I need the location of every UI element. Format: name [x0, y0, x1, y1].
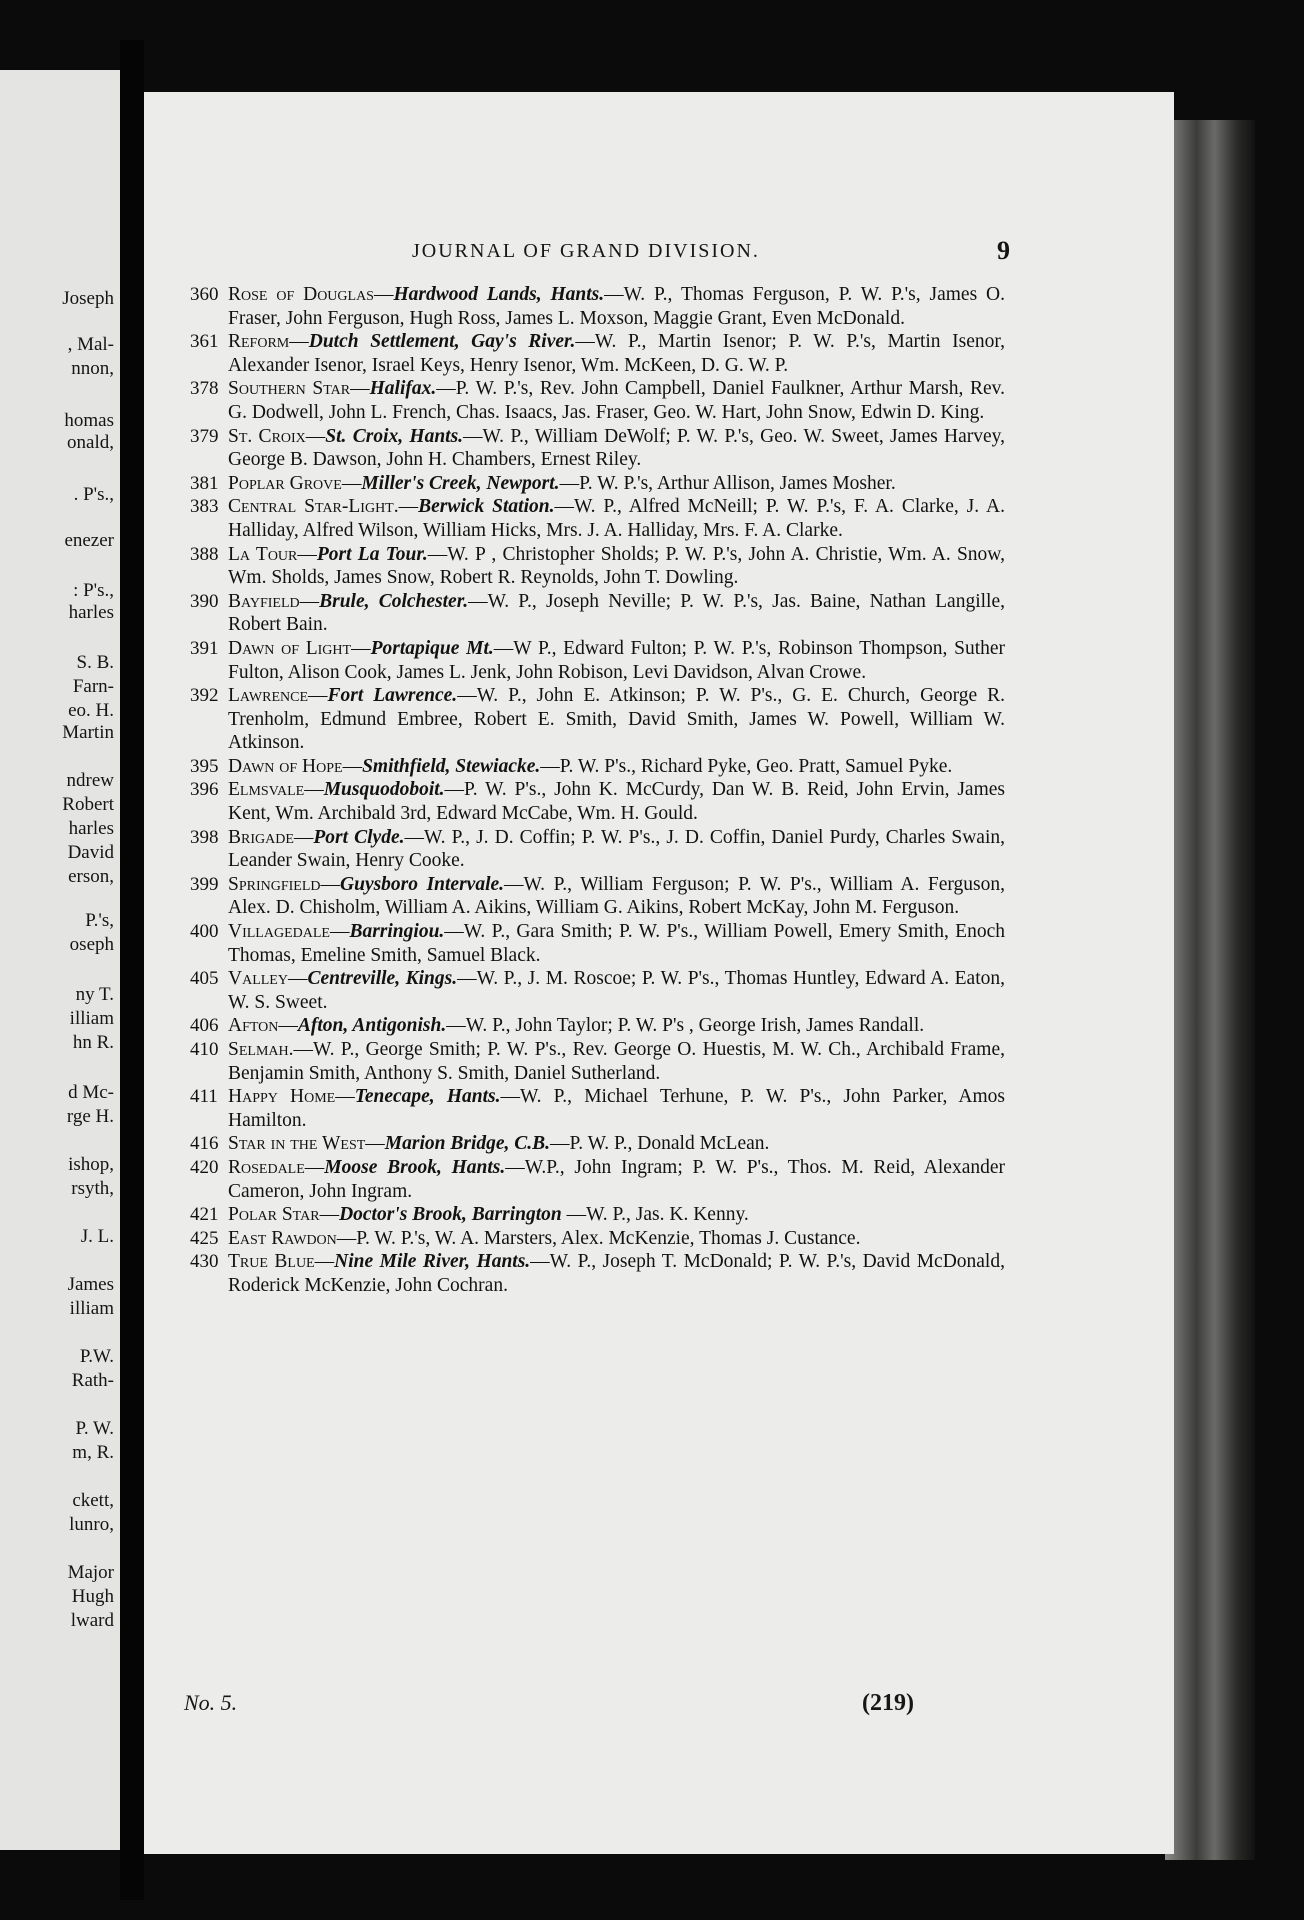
- division-number: 416: [190, 1133, 219, 1155]
- left-page-text-fragment: ishop,: [68, 1154, 114, 1175]
- page-footer: [184, 1690, 914, 1724]
- division-number: 410: [190, 1039, 219, 1060]
- officer-list: —P. W. P.'s, Rev. John Campbell, Daniel Faulkner, Arthur Marsh, Rev. G. Dodwell, John L. French, Chas. Isaacs, Jas. Fraser, Geo. W. Hart, John Snow, Edwin D. King.: [228, 378, 1006, 423]
- left-page-text-fragment: ndrew: [66, 770, 114, 791]
- officer-list: —W. P., Michael Terhune, P. W. P's., John Parker, Amos Hamilton.: [228, 1086, 1005, 1131]
- division-name: Reform: [228, 331, 290, 353]
- division-entry: [190, 1085, 1005, 1132]
- separator-dash: —: [342, 755, 363, 777]
- division-number: 405: [190, 968, 219, 990]
- division-location: Barringiou.: [349, 921, 445, 943]
- separator-dash: —: [319, 1204, 340, 1226]
- division-number: 406: [190, 1015, 219, 1037]
- left-page-text-fragment: m, R.: [72, 1442, 114, 1463]
- division-location: St. Croix, Hants.: [325, 425, 464, 447]
- left-page-text-fragment: illiam: [69, 1298, 114, 1319]
- division-entry: [190, 755, 1005, 779]
- division-number: 395: [190, 755, 219, 777]
- officer-list: —W. P., Alfred McNeill; P. W. P.'s, F. A. Clarke, J. A. Halliday, Alfred Wilson, William Hicks, Mrs. J. A. Halliday, Mrs. F. A. Clarke.: [228, 496, 1005, 541]
- division-number: 392: [190, 685, 219, 707]
- left-page-text-fragment: rsyth,: [71, 1178, 114, 1199]
- division-name: Lawrence: [228, 685, 309, 707]
- left-page-text-fragment: lward: [70, 1610, 114, 1631]
- officer-list: —W. P., William Ferguson; P. W. P's., William A. Ferguson, Alex. D. Chisholm, William A. Aikins, William G. Aikins, Robert McKay, John M. Ferguson.: [228, 873, 1005, 919]
- officer-list: —W. P., Martin Isenor; P. W. P.'s, Martin Isenor, Alexander Isenor, Israel Keys, Henry Isenor, Wm. McKeen, D. G. W. P.: [228, 331, 1005, 376]
- left-page-text-fragment: onald,: [67, 432, 114, 453]
- division-location: Berwick Station.: [418, 496, 555, 518]
- page-reference: (219): [862, 1690, 914, 1716]
- division-name: Star in the West: [228, 1133, 366, 1155]
- officer-list: —P. W. P's., Richard Pyke, Geo. Pratt, Samuel Pyke.: [540, 755, 953, 777]
- officer-list: —W. P., Thomas Ferguson, P. W. P.'s, James O. Fraser, John Ferguson, Hugh Ross, James L. Moxson, Maggie Grant, Even McDonald.: [228, 284, 1005, 329]
- division-entry: [190, 778, 1005, 825]
- division-location: Smithfield, Stewiacke.: [362, 755, 541, 777]
- division-name: Afton: [228, 1015, 279, 1037]
- division-entry: [190, 1203, 1005, 1227]
- separator-dash: —: [320, 873, 341, 895]
- division-name: Central Star-Light.: [228, 496, 399, 518]
- separator-dash: —: [365, 1133, 385, 1155]
- division-number: 430: [190, 1251, 219, 1273]
- division-number: 398: [190, 826, 219, 848]
- division-number: 411: [190, 1086, 218, 1108]
- separator-dash: —: [304, 1156, 325, 1178]
- left-page-text-fragment: S. B.: [76, 652, 114, 673]
- left-page-text-fragment: J. L.: [80, 1226, 114, 1247]
- division-location: Moose Brook, Hants.: [324, 1156, 506, 1178]
- division-entries: [190, 283, 1005, 1298]
- separator-dash: —: [293, 826, 314, 848]
- left-page-text-fragment: : P's.,: [73, 580, 114, 601]
- division-entry: [190, 1132, 1005, 1156]
- left-page-text-fragment: James: [67, 1274, 114, 1295]
- officer-list: —P. W. P.'s, W. A. Marsters, Alex. McKenzie, Thomas J. Custance.: [336, 1227, 861, 1249]
- officer-list: —W. P., George Smith; P. W. P's., Rev. George O. Huestis, M. W. Ch., Archibald Frame, Benjamin Smith, Anthony S. Smith, Daniel Sutherland.: [228, 1039, 1005, 1084]
- division-name: True Blue: [228, 1251, 315, 1273]
- division-name: Rose of Douglas: [228, 284, 374, 305]
- division-number: 391: [190, 637, 219, 659]
- division-location: Dutch Settlement, Gay's River.: [308, 331, 576, 353]
- separator-dash: —: [373, 284, 394, 305]
- division-number: 400: [190, 921, 219, 943]
- left-page-text-fragment: d Mc-: [68, 1082, 114, 1103]
- division-name: Bayfield: [228, 590, 300, 612]
- division-entry: [190, 826, 1005, 873]
- division-location: Marion Bridge, C.B.: [384, 1133, 551, 1155]
- left-page-text-fragment: hn R.: [72, 1032, 114, 1053]
- division-number: 381: [190, 472, 219, 494]
- division-location: Centreville, Kings.: [307, 968, 458, 990]
- officer-list: —W. P., Joseph T. McDonald; P. W. P.'s, David McDonald, Roderick McKenzie, John Cochran.: [228, 1251, 1005, 1296]
- left-page-text-fragment: harles: [68, 818, 114, 839]
- left-page-text-fragment: ny T.: [75, 984, 114, 1005]
- officer-list: —W. P., John Taylor; P. W. P's , George Irish, James Randall.: [446, 1015, 925, 1037]
- division-entry: [190, 377, 1005, 424]
- left-page-text-fragment: erson,: [68, 866, 114, 887]
- division-number: 390: [190, 590, 219, 612]
- left-page-text-fragment: Hugh: [71, 1586, 114, 1607]
- division-entry: [190, 1227, 1005, 1251]
- division-number: 421: [190, 1204, 219, 1226]
- officer-list: —W. P., William DeWolf; P. W. P.'s, Geo. W. Sweet, James Harvey, George B. Dawson, John H. Chambers, Ernest Riley.: [228, 425, 1005, 471]
- left-page-text-fragment: Farn-: [72, 676, 114, 697]
- left-page-text-fragment: homas: [64, 410, 114, 431]
- separator-dash: —: [314, 1251, 335, 1273]
- division-entry: [190, 590, 1005, 637]
- separator-dash: —: [287, 968, 308, 990]
- division-name: Poplar Grove: [228, 472, 342, 494]
- separator-dash: —: [297, 543, 317, 565]
- left-page-fragment: [0, 70, 120, 1850]
- division-number: 420: [190, 1156, 219, 1178]
- officer-list: —W. P., Joseph Neville; P. W. P.'s, Jas. Baine, Nathan Langille, Robert Bain.: [228, 590, 1005, 636]
- officer-list: —P. W. P.'s, Arthur Allison, James Mosher.: [559, 472, 896, 494]
- officer-list: —W.P., John Ingram; P. W. P's., Thos. M. Reid, Alexander Cameron, John Ingram.: [228, 1156, 1005, 1202]
- left-page-text-fragment: nnon,: [71, 358, 114, 379]
- left-page-text-fragment: Joseph: [62, 288, 114, 309]
- left-page-text-fragment: , Mal-: [67, 334, 114, 355]
- running-title: JOURNAL OF GRAND DIVISION.: [412, 240, 760, 262]
- division-entry: [190, 495, 1005, 542]
- officer-list: —W. P., J. D. Coffin; P. W. P's., J. D. Coffin, Daniel Purdy, Charles Swain, Leander Swain, Henry Cooke.: [228, 826, 1006, 872]
- page-header: [320, 236, 1010, 272]
- separator-dash: —: [351, 637, 371, 659]
- left-page-text-fragment: ckett,: [72, 1490, 114, 1511]
- division-number: 388: [190, 543, 219, 565]
- division-location: Nine Mile River, Hants.: [334, 1251, 531, 1273]
- page-number: 9: [997, 236, 1010, 265]
- separator-dash: —: [308, 685, 328, 707]
- signature-mark: No. 5.: [184, 1690, 238, 1715]
- separator-dash: —: [329, 921, 350, 943]
- officer-list: —P. W. P's., John K. McCurdy, Dan W. B. Reid, John Ervin, James Kent, Wm. Archibald 3rd, Edward McCabe, Wm. H. Gould.: [228, 779, 1005, 825]
- separator-dash: —: [398, 496, 419, 518]
- left-page-text-fragment: Major: [67, 1562, 114, 1583]
- division-name: Dawn of Hope: [228, 755, 343, 777]
- division-name: La Tour: [228, 543, 298, 565]
- division-entry: [190, 1014, 1005, 1038]
- division-name: St. Croix: [228, 425, 306, 447]
- left-page-text-fragment: rge H.: [66, 1106, 114, 1127]
- separator-dash: —: [299, 590, 320, 612]
- separator-dash: —: [341, 472, 362, 494]
- officer-list: —W. P , Christopher Sholds; P. W. P.'s, John A. Christie, Wm. A. Snow, Wm. Sholds, James Snow, Robert R. Reynolds, John T. Dowling.: [228, 543, 1005, 589]
- division-number: 383: [190, 496, 219, 518]
- division-name: Dawn of Light: [228, 637, 352, 659]
- division-entry: [190, 283, 1005, 330]
- division-location: Doctor's Brook, Barrington: [339, 1204, 562, 1226]
- division-number: 379: [190, 425, 219, 447]
- page-edge: [1165, 120, 1255, 1860]
- division-name: Brigade: [228, 826, 294, 848]
- left-page-text-fragment: illiam: [69, 1008, 114, 1029]
- separator-dash: —: [304, 779, 324, 801]
- division-entry: [190, 472, 1005, 496]
- left-page-text-fragment: David: [67, 842, 114, 863]
- division-number: 396: [190, 779, 219, 801]
- division-number: 361: [190, 331, 219, 353]
- left-page-text-fragment: lunro,: [69, 1514, 114, 1535]
- division-location: Hardwood Lands, Hants.: [393, 284, 605, 305]
- left-page-text-fragment: P.'s,: [85, 910, 114, 931]
- division-location: Brule, Colchester.: [319, 590, 469, 612]
- division-entry: [190, 873, 1005, 920]
- division-name: Springfield: [228, 873, 321, 895]
- left-page-text-fragment: harles: [68, 602, 114, 623]
- left-page-text-fragment: Robert: [62, 794, 114, 815]
- division-number: 425: [190, 1227, 219, 1249]
- officer-list: —W. P., John E. Atkinson; P. W. P's., G. E. Church, George R. Trenholm, Edmund Embree, Robert E. Smith, David Smith, James W. Powell, William W. Atkinson.: [228, 685, 1005, 754]
- division-entry: [190, 330, 1005, 377]
- division-location: Tenecape, Hants.: [354, 1086, 501, 1108]
- left-page-text-fragment: P.W.: [79, 1346, 114, 1367]
- division-name: Happy Home: [228, 1086, 336, 1108]
- officer-list: —W. P., J. M. Roscoe; P. W. P's., Thomas Huntley, Edward A. Eaton, W. S. Sweet.: [228, 968, 1005, 1013]
- division-entry: [190, 1156, 1005, 1203]
- division-location: Miller's Creek, Newport.: [361, 472, 560, 494]
- division-entry: [190, 920, 1005, 967]
- left-page-text-fragment: Martin: [62, 722, 114, 743]
- division-location: Halifax.: [369, 378, 437, 400]
- division-location: Port La Tour.: [316, 543, 428, 565]
- separator-dash: —: [335, 1086, 355, 1108]
- division-number: 378: [190, 378, 219, 400]
- book-gutter: [120, 40, 144, 1900]
- officer-list: —P. W. P., Donald McLean.: [550, 1133, 770, 1155]
- separator-dash: —: [350, 378, 370, 400]
- division-location: Musquodoboit.: [323, 779, 445, 801]
- division-entry: [190, 967, 1005, 1014]
- division-location: Fort Lawrence.: [327, 685, 458, 707]
- division-name: Selmah.: [228, 1039, 294, 1060]
- division-location: Afton, Antigonish.: [297, 1015, 447, 1037]
- division-entry: [190, 684, 1005, 755]
- separator-dash: —: [278, 1015, 298, 1037]
- division-location: Portapique Mt.: [370, 637, 494, 659]
- left-page-text-fragment: eo. H.: [68, 700, 114, 721]
- division-entry: [190, 1250, 1005, 1297]
- separator-dash: —: [305, 425, 326, 447]
- division-number: 360: [190, 284, 219, 305]
- division-name: Southern Star: [228, 378, 351, 400]
- division-location: Port Clyde.: [313, 826, 405, 848]
- division-name: Rosedale: [228, 1156, 305, 1178]
- division-name: Valley: [228, 968, 288, 990]
- officer-list: —W. P., Gara Smith; P. W. P's., William Powell, Emery Smith, Enoch Thomas, Emeline Smith, Samuel Black.: [228, 921, 1005, 966]
- division-name: Elmsvale: [228, 779, 305, 801]
- division-entry: [190, 425, 1005, 472]
- officer-list: —W. P., Jas. K. Kenny.: [561, 1204, 749, 1226]
- left-page-text-fragment: Rath-: [71, 1370, 114, 1391]
- left-page-text-fragment: oseph: [69, 934, 114, 955]
- division-entry: [190, 543, 1005, 590]
- division-name: Polar Star: [228, 1204, 320, 1226]
- left-page-text-fragment: . P's.,: [73, 484, 114, 505]
- separator-dash: —: [289, 331, 309, 353]
- division-location: Guysboro Intervale.: [340, 873, 505, 895]
- left-page-text-fragment: enezer: [64, 530, 114, 551]
- division-number: 399: [190, 873, 219, 895]
- division-name: Villagedale: [228, 921, 330, 943]
- officer-list: —W P., Edward Fulton; P. W. P.'s, Robinson Thompson, Suther Fulton, Alison Cook, James L. Jenk, John Robison, Levi Davidson, Alvan Crowe.: [228, 637, 1006, 683]
- division-name: East Rawdon: [228, 1227, 337, 1249]
- division-entry: [190, 637, 1005, 684]
- division-entry: [190, 1038, 1005, 1085]
- left-page-text-fragment: P. W.: [75, 1418, 114, 1439]
